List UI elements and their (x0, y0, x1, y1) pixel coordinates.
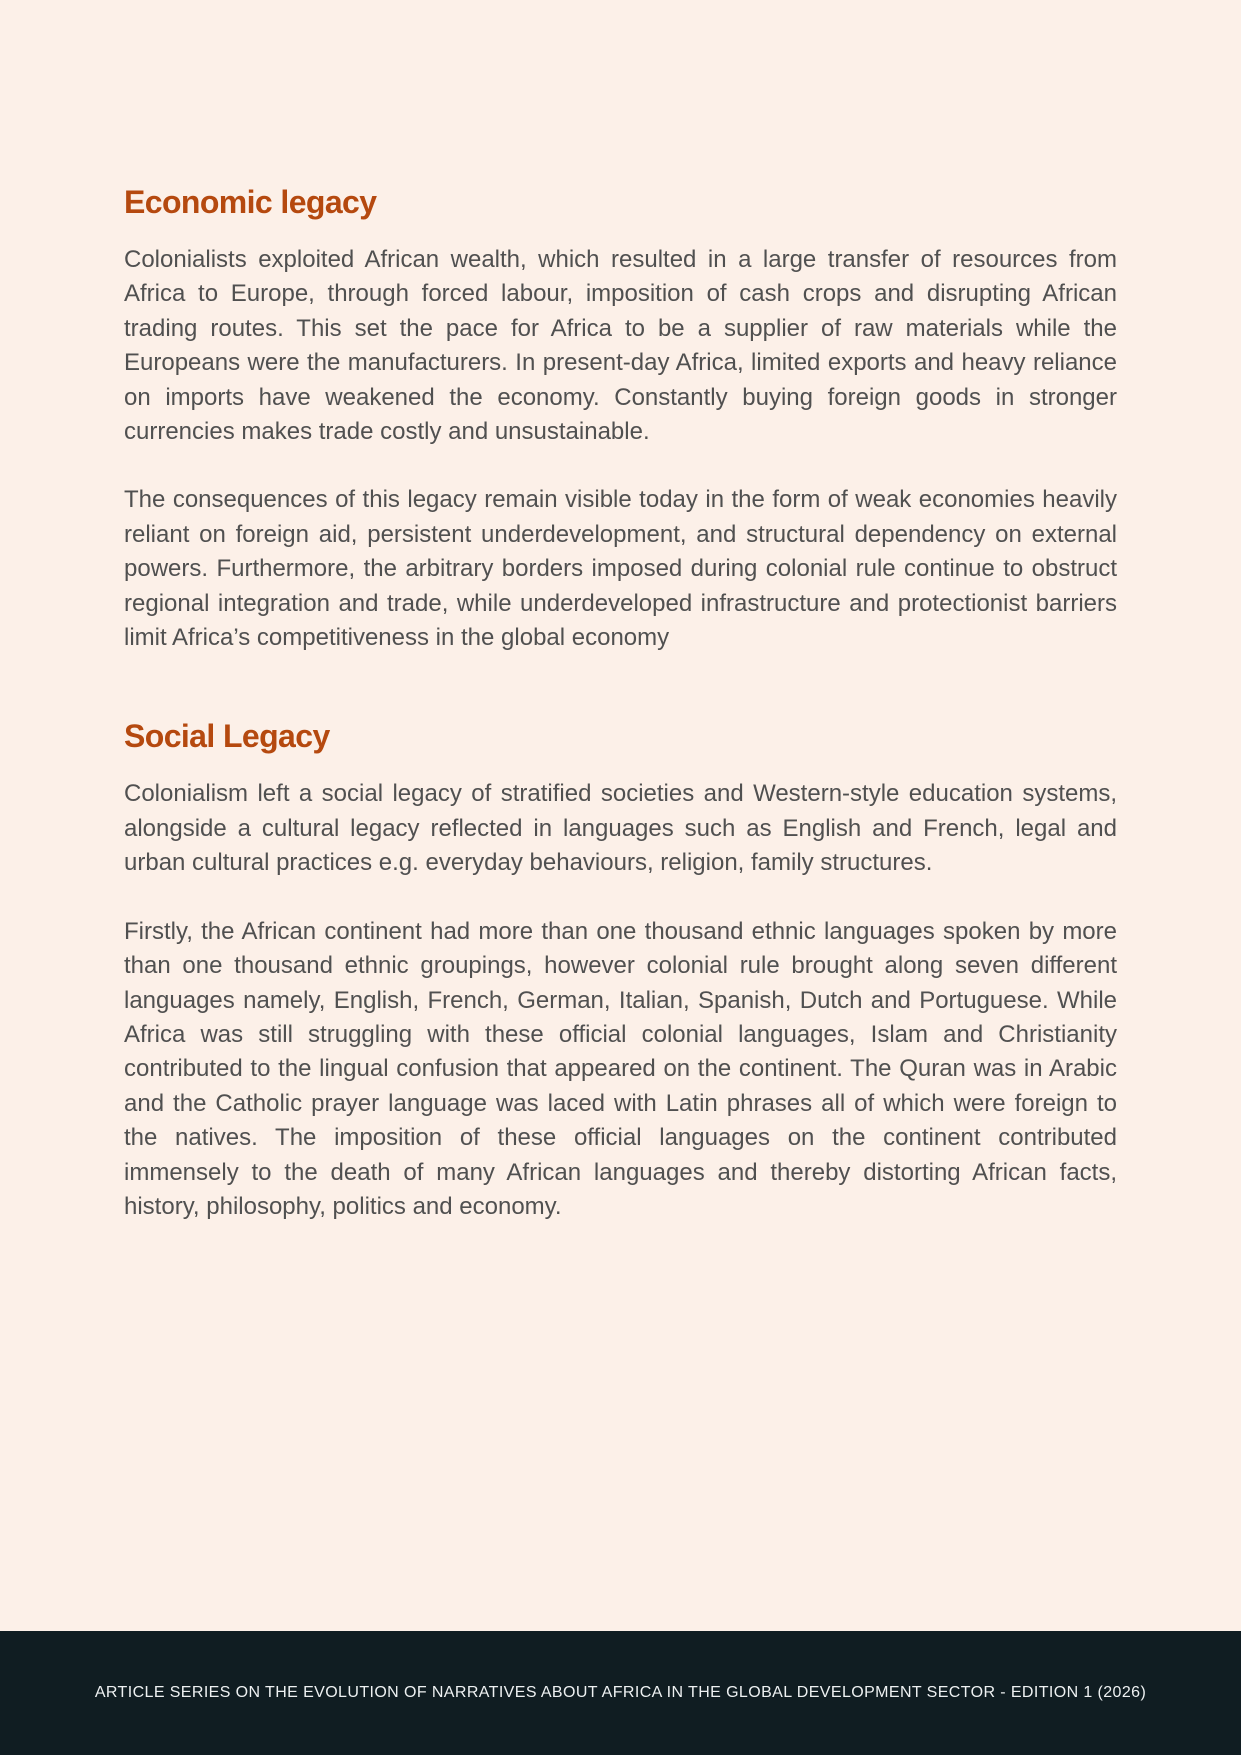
economic-legacy-paragraph-1: Colonialists exploited African wealth, which resulted in a large transfer of resources from Africa to Europe, through forced labour, imposition of cash crops and disrupting African trading routes. This set the pace for Africa to be a supplier of raw materials while the Europeans were the manufacturers. In present-day Africa, limited exports and heavy reliance on imports have weakened the economy. Constantly buying foreign goods in stronger currencies makes trade costly and unsustainable. (124, 246, 1117, 446)
economic-legacy-heading: Economic legacy (124, 184, 377, 220)
economic-legacy-paragraph-2: The consequences of this legacy remain visible today in the form of weak economies heavily reliant on foreign aid, persistent underdevelopment, and structural dependency on external powers. Furthermore, the arbitrary borders imposed during colonial rule continue to obstruct regional integration and trade, while underdeveloped infrastructure and protectionist barriers limit Africa’s competitiveness in the global economy (124, 486, 1117, 652)
social-legacy-heading: Social Legacy (124, 718, 330, 755)
social-legacy-paragraph-1: Colonialism left a social legacy of stratified societies and Western-style education systems, alongside a cultural legacy reflected in languages such as English and French, legal and urban cultural practices e.g. everyday behaviours, religion, family structures. (124, 780, 1117, 877)
footer-series-title: ARTICLE SERIES ON THE EVOLUTION OF NARRATIVES ABOUT AFRICA IN THE GLOBAL DEVELOPMENT SECTOR - EDITION 1 (2026) (94, 1684, 1147, 1701)
social-legacy-paragraph-2: Firstly, the African continent had more than one thousand ethnic languages spoken by more than one thousand ethnic groupings, however colonial rule brought along seven different languages namely, English, French, German, Italian, Spanish, Dutch and Portuguese. While Africa was still struggling with these official colonial languages, Islam and Christianity contributed to the lingual confusion that appeared on the continent. The Quran was in Arabic and the Catholic prayer language was laced with Latin phrases all of which were foreign to the natives. The imposition of these official languages on the continent contributed immensely to the death of many African languages and thereby distorting African facts, history, philosophy, politics and economy. (124, 917, 1117, 1220)
page-footer (0, 1631, 1241, 1755)
article-body (124, 180, 1117, 1224)
